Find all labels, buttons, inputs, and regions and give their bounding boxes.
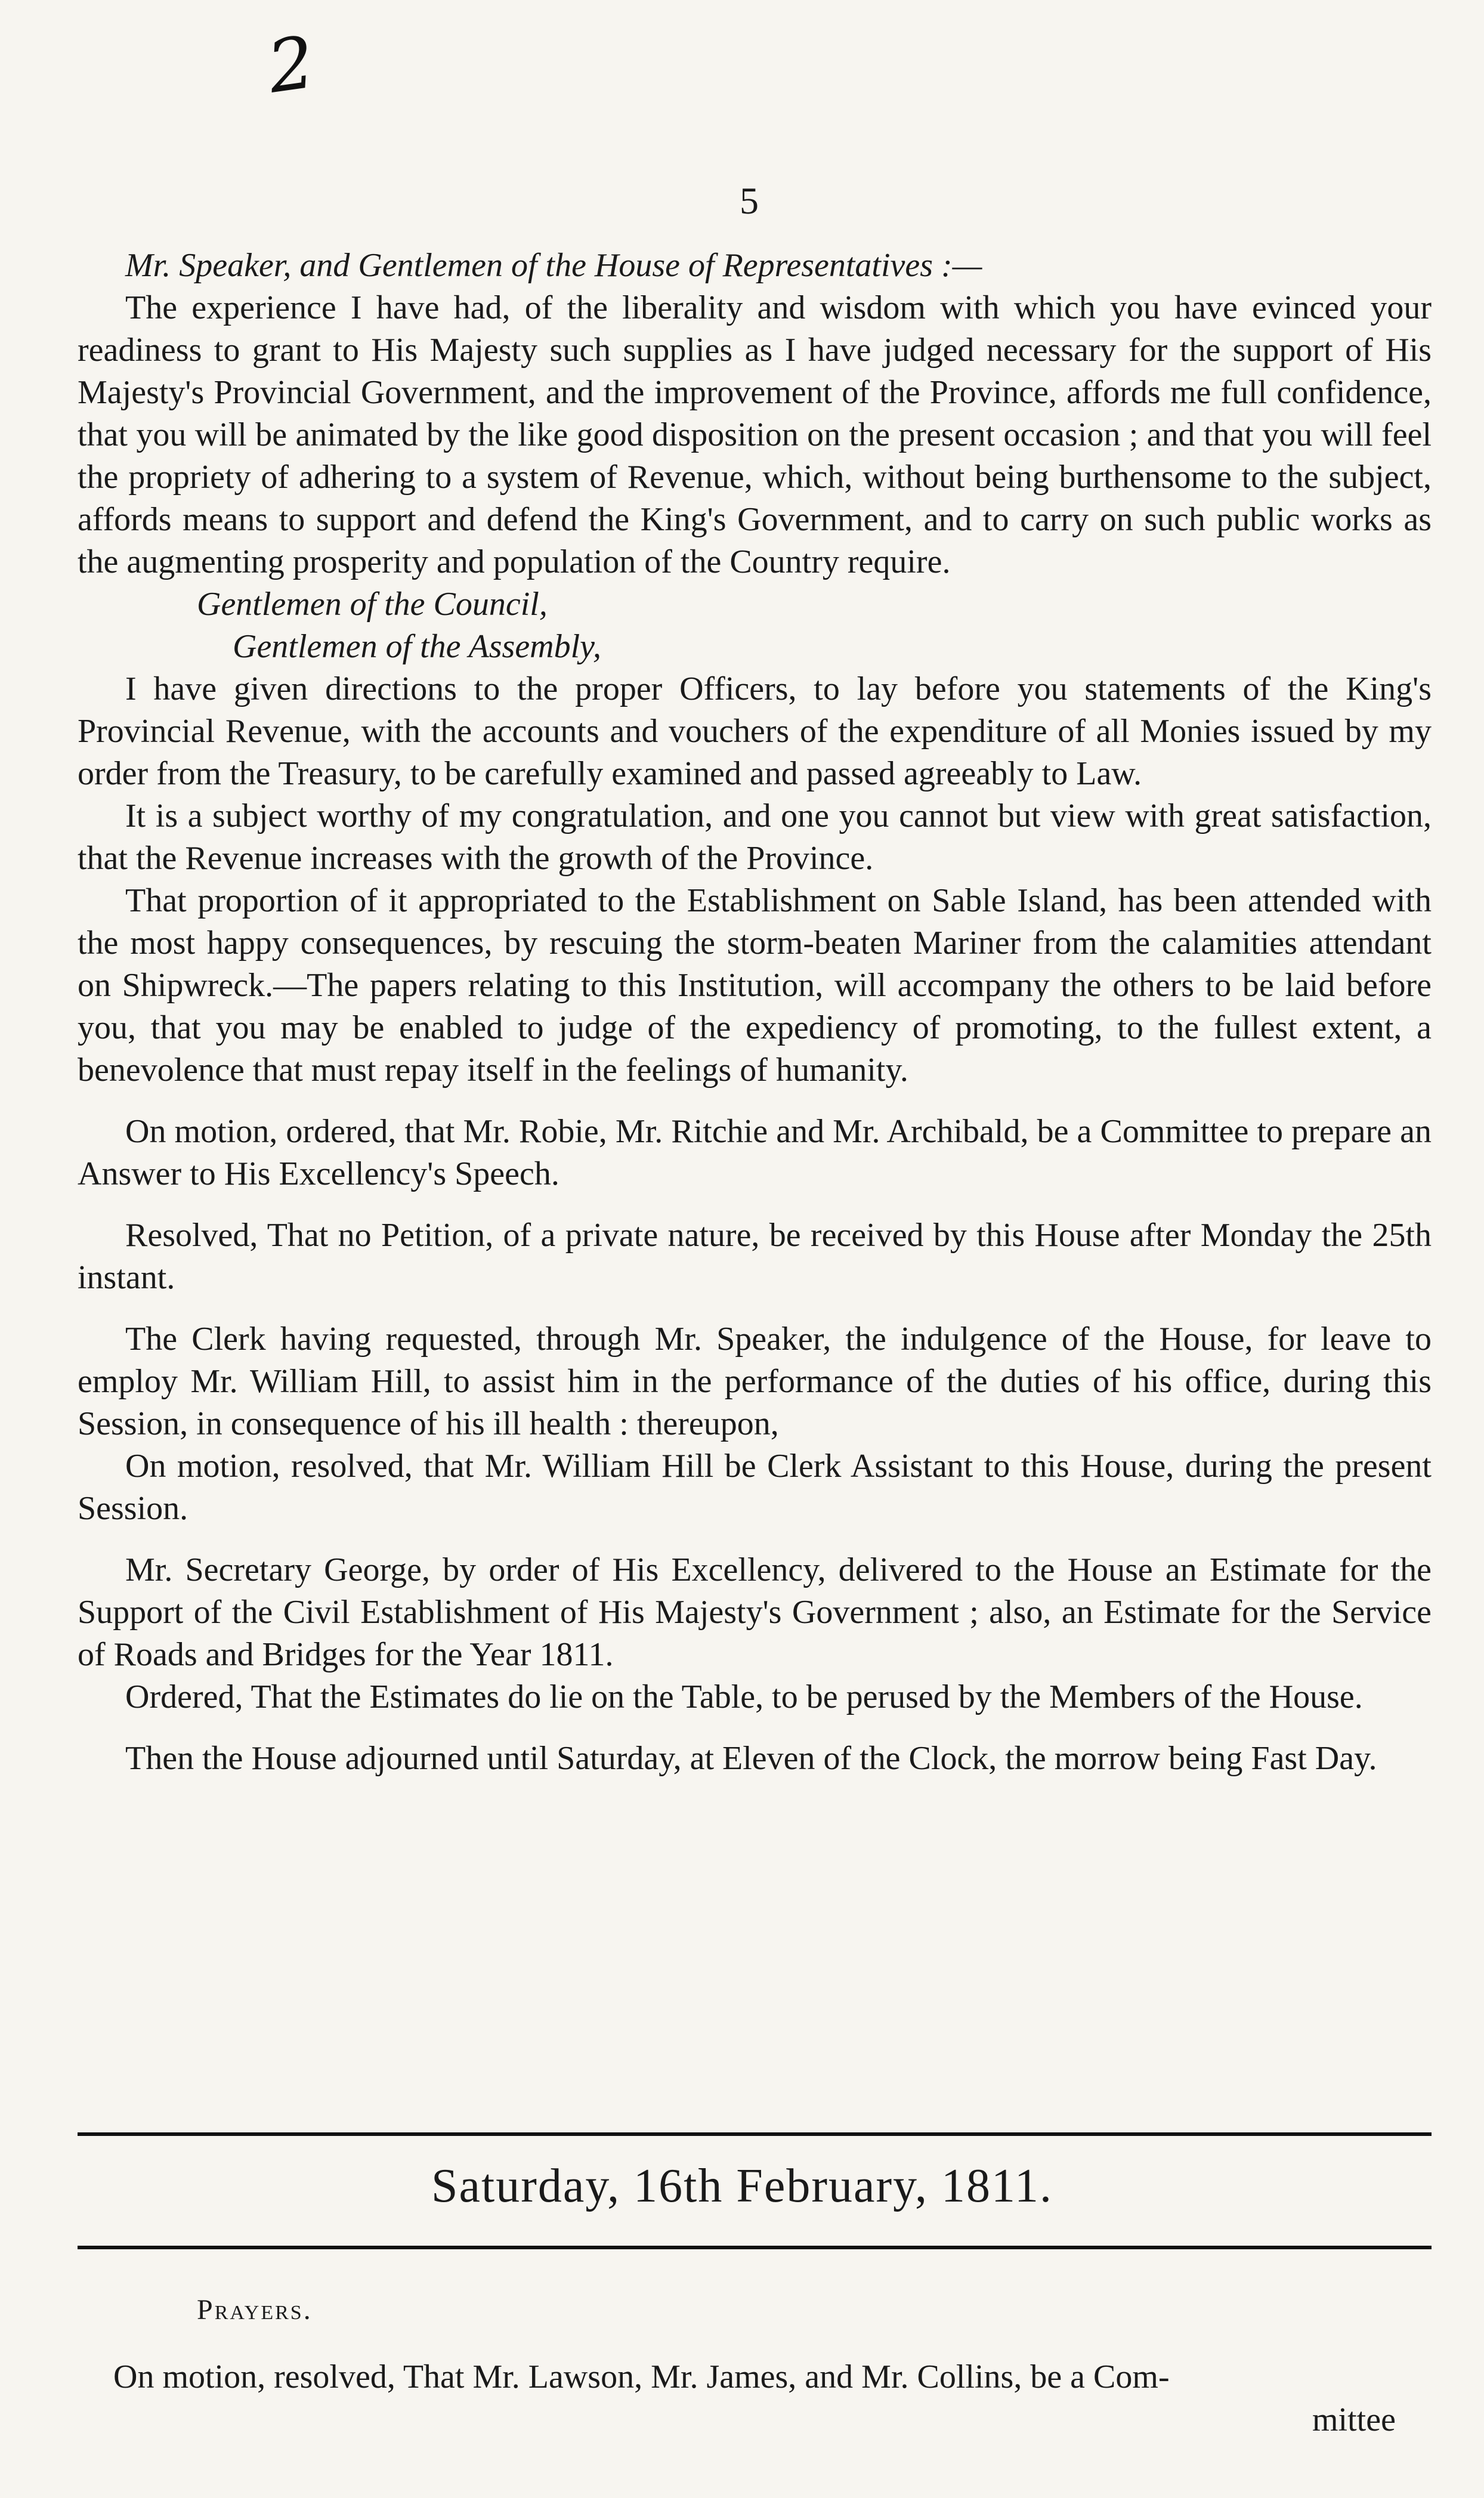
speech-paragraph-2: I have given directions to the proper Officers, to lay before you statements of the King's Provincial Revenue, with the accounts and vouchers of the expenditure of all Monies issued by my order from the Treasury, to be carefully examined and passed agreeably to Law.	[78, 670, 1432, 792]
prayers-heading: Prayers.	[197, 2294, 313, 2326]
body-text	[78, 245, 1432, 1780]
proceeding-petition-resolution: Resolved, That no Petition, of a private nature, be received by this House after Monday the 25th instant.	[78, 1217, 1432, 1296]
handwritten-folio-mark: 2	[262, 21, 320, 110]
section-rule-bottom	[78, 2246, 1432, 2249]
proceeding-committee-answer: On motion, ordered, that Mr. Robie, Mr. Ritchie and Mr. Archibald, be a Committee to prepare an Answer to His Excellency's Speech.	[78, 1113, 1432, 1192]
address-assembly: Gentlemen of the Assembly,	[233, 628, 601, 665]
address-council: Gentlemen of the Council,	[197, 586, 548, 623]
page-number: 5	[740, 180, 759, 222]
speech-paragraph-1: The experience I have had, of the liberality and wisdom with which you have evinced your readiness to grant to His Majesty such supplies as I have judged necessary for the support of His Majesty's Provincial Government, and the improvement of the Province, affords me full confidence, that you will be animated by the like good disposition on the present occasion ; and that you will feel the propriety of adhering to a system of Revenue, which, without being burthensome to the subject, affords means to support and defend the King's Government, and to carry on such public works as the augmenting prosperity and population of the Country require.	[78, 289, 1432, 580]
proceeding-estimates-delivered: Mr. Secretary George, by order of His Excellency, delivered to the House an Estimate for the Support of the Civil Establishment of His Majesty's Government ; also, an Estimate for the Service of Roads and Bridges for the Year 1811.	[78, 1551, 1432, 1673]
proceeding-adjournment: Then the House adjourned until Saturday, at Eleven of the Clock, the morrow being Fast Day.	[125, 1740, 1377, 1777]
speech-salutation: Mr. Speaker, and Gentlemen of the House of Representatives :—	[125, 247, 982, 284]
speech-paragraph-4: That proportion of it appropriated to the Establishment on Sable Island, has been attended with the most happy consequences, by rescuing the storm-beaten Mariner from the calamities attendant on Shipwreck.—The papers relating to this Institution, will accompany the others to be laid before you, that you may be enabled to judge of the expediency of promoting, to the fullest extent, a benevolence that must repay itself in the feelings of humanity.	[78, 882, 1432, 1089]
proceeding-clerk-request: The Clerk having requested, through Mr. Speaker, the indulgence of the House, for leave to employ Mr. William Hill, to assist him in the performance of the duties of his office, during this Session, in consequence of his ill health : thereupon,	[78, 1321, 1432, 1442]
final-motion: On motion, resolved, That Mr. Lawson, Mr. James, and Mr. Collins, be a Com-	[113, 2358, 1170, 2395]
speech-paragraph-3: It is a subject worthy of my congratulation, and one you cannot but view with great satisfaction, that the Revenue increases with the growth of the Province.	[78, 797, 1432, 877]
date-heading: Saturday, 16th February, 1811.	[431, 2160, 1053, 2212]
proceeding-estimates-ordered: Ordered, That the Estimates do lie on the Table, to be perused by the Members of the House.	[125, 1678, 1363, 1715]
section-rule-top	[78, 2132, 1432, 2136]
catchword: mittee	[1312, 2401, 1396, 2438]
proceeding-clerk-assistant: On motion, resolved, that Mr. William Hill be Clerk Assistant to this House, during the present Session.	[78, 1448, 1432, 1527]
